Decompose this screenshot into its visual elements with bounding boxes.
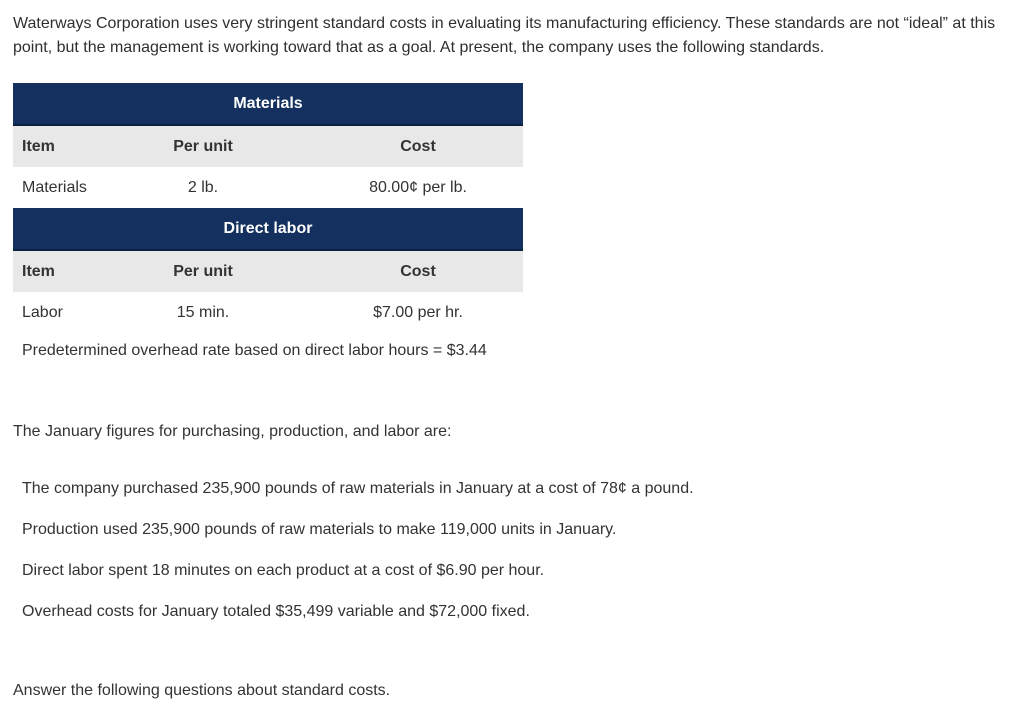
standards-table: [13, 83, 523, 333]
january-facts-list: [22, 479, 694, 643]
labor-title: Direct labor: [13, 208, 523, 250]
materials-item: Materials: [13, 167, 123, 208]
labor-cost: $7.00 per hr.: [313, 292, 523, 333]
materials-band: [13, 83, 523, 125]
list-item: The company purchased 235,900 pounds of raw materials in January at a cost of 78¢ a pound.: [22, 480, 694, 497]
list-item: Direct labor spent 18 minutes on each product at a cost of $6.90 per hour.: [22, 562, 545, 579]
materials-cost: 80.00¢ per lb.: [313, 167, 523, 208]
labor-header-per-unit: Per unit: [123, 250, 313, 292]
january-intro: The January figures for purchasing, production, and labor are:: [13, 423, 452, 440]
labor-data-row: [13, 292, 523, 333]
materials-header-item: Item: [13, 125, 123, 167]
labor-header-cost: Cost: [313, 250, 523, 292]
closing-instruction: Answer the following questions about standard costs.: [13, 682, 391, 699]
labor-band: [13, 208, 523, 250]
labor-per-unit: 15 min.: [123, 292, 313, 333]
materials-header-row: [13, 125, 523, 167]
materials-data-row: [13, 167, 523, 208]
materials-header-cost: Cost: [313, 125, 523, 167]
labor-header-item: Item: [13, 250, 123, 292]
overhead-rate: Predetermined overhead rate based on direct labor hours = $3.44: [22, 342, 487, 359]
materials-per-unit: 2 lb.: [123, 167, 313, 208]
labor-item: Labor: [13, 292, 123, 333]
materials-header-per-unit: Per unit: [123, 125, 313, 167]
materials-title: Materials: [13, 83, 523, 125]
list-item: Production used 235,900 pounds of raw materials to make 119,000 units in January.: [22, 521, 617, 538]
intro-paragraph: Waterways Corporation uses very stringent standard costs in evaluating its manufacturing efficiency. These standards are not “ideal” at this point, but the management is working toward that as a goal. At present, the company uses the following standards.: [13, 15, 996, 56]
labor-header-row: [13, 250, 523, 292]
list-item: Overhead costs for January totaled $35,499 variable and $72,000 fixed.: [22, 603, 530, 620]
